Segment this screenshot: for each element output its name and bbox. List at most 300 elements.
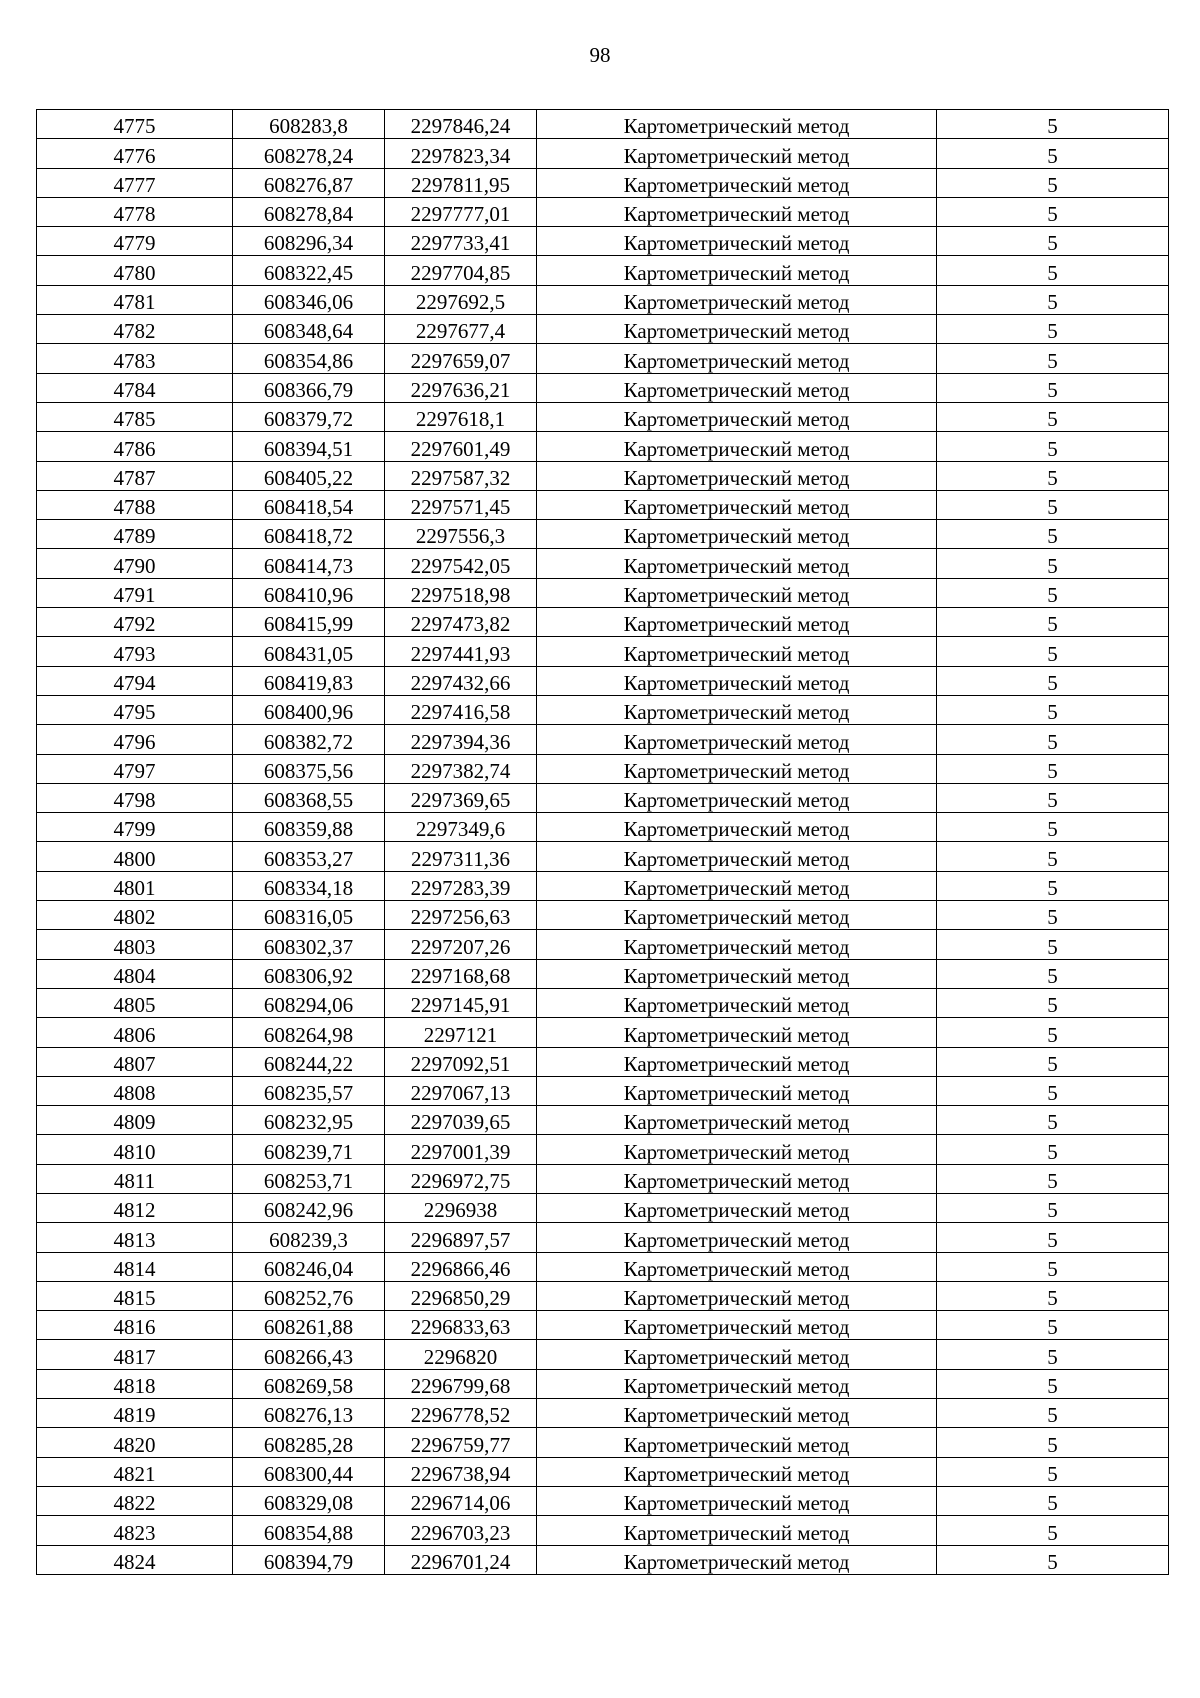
table-row	[37, 695, 1169, 724]
accuracy-cell: 5	[937, 461, 1169, 490]
y-coordinate-cell: 2296850,29	[385, 1281, 537, 1310]
accuracy-cell: 5	[937, 1193, 1169, 1222]
x-coordinate-cell: 608419,83	[233, 666, 385, 695]
point-number-cell: 4779	[37, 227, 233, 256]
method-cell: Картометрический метод	[537, 227, 937, 256]
accuracy-cell: 5	[937, 1252, 1169, 1281]
accuracy-cell: 5	[937, 695, 1169, 724]
x-coordinate-cell: 608414,73	[233, 549, 385, 578]
y-coordinate-cell: 2297349,6	[385, 813, 537, 842]
x-coordinate-cell: 608410,96	[233, 578, 385, 607]
accuracy-cell: 5	[937, 666, 1169, 695]
accuracy-cell: 5	[937, 110, 1169, 139]
accuracy-cell: 5	[937, 813, 1169, 842]
point-number-cell: 4792	[37, 608, 233, 637]
point-number-cell: 4796	[37, 725, 233, 754]
point-number-cell: 4811	[37, 1164, 233, 1193]
method-cell: Картометрический метод	[537, 315, 937, 344]
accuracy-cell: 5	[937, 725, 1169, 754]
accuracy-cell: 5	[937, 754, 1169, 783]
table-row	[37, 520, 1169, 549]
method-cell: Картометрический метод	[537, 549, 937, 578]
y-coordinate-cell: 2296897,57	[385, 1223, 537, 1252]
point-number-cell: 4797	[37, 754, 233, 783]
method-cell: Картометрический метод	[537, 1340, 937, 1369]
method-cell: Картометрический метод	[537, 373, 937, 402]
method-cell: Картометрический метод	[537, 285, 937, 314]
accuracy-cell: 5	[937, 1340, 1169, 1369]
coordinates-table	[36, 109, 1169, 1575]
point-number-cell: 4818	[37, 1369, 233, 1398]
y-coordinate-cell: 2297283,39	[385, 871, 537, 900]
point-number-cell: 4809	[37, 1106, 233, 1135]
x-coordinate-cell: 608348,64	[233, 315, 385, 344]
point-number-cell: 4787	[37, 461, 233, 490]
point-number-cell: 4782	[37, 315, 233, 344]
y-coordinate-cell: 2297256,63	[385, 901, 537, 930]
table-row	[37, 227, 1169, 256]
x-coordinate-cell: 608242,96	[233, 1193, 385, 1222]
method-cell: Картометрический метод	[537, 1164, 937, 1193]
y-coordinate-cell: 2297823,34	[385, 139, 537, 168]
accuracy-cell: 5	[937, 578, 1169, 607]
method-cell: Картометрический метод	[537, 1018, 937, 1047]
table-row	[37, 1428, 1169, 1457]
point-number-cell: 4807	[37, 1047, 233, 1076]
method-cell: Картометрический метод	[537, 901, 937, 930]
x-coordinate-cell: 608346,06	[233, 285, 385, 314]
method-cell: Картометрический метод	[537, 1486, 937, 1515]
x-coordinate-cell: 608375,56	[233, 754, 385, 783]
table-row	[37, 608, 1169, 637]
point-number-cell: 4821	[37, 1457, 233, 1486]
y-coordinate-cell: 2296938	[385, 1193, 537, 1222]
x-coordinate-cell: 608405,22	[233, 461, 385, 490]
point-number-cell: 4794	[37, 666, 233, 695]
page-number: 98	[589, 43, 611, 67]
point-number-cell: 4781	[37, 285, 233, 314]
y-coordinate-cell: 2297067,13	[385, 1076, 537, 1105]
y-coordinate-cell: 2297168,68	[385, 959, 537, 988]
table-body	[37, 110, 1169, 1575]
table-row	[37, 988, 1169, 1017]
x-coordinate-cell: 608294,06	[233, 988, 385, 1017]
accuracy-cell: 5	[937, 1135, 1169, 1164]
y-coordinate-cell: 2297811,95	[385, 168, 537, 197]
y-coordinate-cell: 2296703,23	[385, 1516, 537, 1545]
accuracy-cell: 5	[937, 1369, 1169, 1398]
y-coordinate-cell: 2297311,36	[385, 842, 537, 871]
y-coordinate-cell: 2296778,52	[385, 1399, 537, 1428]
table-row	[37, 1369, 1169, 1398]
method-cell: Картометрический метод	[537, 608, 937, 637]
method-cell: Картометрический метод	[537, 1369, 937, 1398]
table-row	[37, 315, 1169, 344]
accuracy-cell: 5	[937, 1223, 1169, 1252]
y-coordinate-cell: 2296714,06	[385, 1486, 537, 1515]
point-number-cell: 4776	[37, 139, 233, 168]
table-row	[37, 402, 1169, 431]
x-coordinate-cell: 608322,45	[233, 256, 385, 285]
y-coordinate-cell: 2297441,93	[385, 637, 537, 666]
x-coordinate-cell: 608400,96	[233, 695, 385, 724]
point-number-cell: 4793	[37, 637, 233, 666]
table-row	[37, 1135, 1169, 1164]
method-cell: Картометрический метод	[537, 1106, 937, 1135]
method-cell: Картометрический метод	[537, 1545, 937, 1574]
table-row	[37, 1106, 1169, 1135]
y-coordinate-cell: 2297473,82	[385, 608, 537, 637]
x-coordinate-cell: 608394,51	[233, 432, 385, 461]
x-coordinate-cell: 608431,05	[233, 637, 385, 666]
y-coordinate-cell: 2296833,63	[385, 1311, 537, 1340]
table-row	[37, 256, 1169, 285]
table-row	[37, 1018, 1169, 1047]
x-coordinate-cell: 608278,24	[233, 139, 385, 168]
x-coordinate-cell: 608276,13	[233, 1399, 385, 1428]
accuracy-cell: 5	[937, 783, 1169, 812]
table-row	[37, 1164, 1169, 1193]
table-row	[37, 1076, 1169, 1105]
x-coordinate-cell: 608253,71	[233, 1164, 385, 1193]
method-cell: Картометрический метод	[537, 1047, 937, 1076]
y-coordinate-cell: 2296759,77	[385, 1428, 537, 1457]
table-row	[37, 1516, 1169, 1545]
table-row	[37, 1340, 1169, 1369]
point-number-cell: 4785	[37, 402, 233, 431]
y-coordinate-cell: 2297692,5	[385, 285, 537, 314]
y-coordinate-cell: 2297659,07	[385, 344, 537, 373]
accuracy-cell: 5	[937, 549, 1169, 578]
method-cell: Картометрический метод	[537, 432, 937, 461]
y-coordinate-cell: 2297039,65	[385, 1106, 537, 1135]
y-coordinate-cell: 2296972,75	[385, 1164, 537, 1193]
y-coordinate-cell: 2297207,26	[385, 930, 537, 959]
y-coordinate-cell: 2296799,68	[385, 1369, 537, 1398]
accuracy-cell: 5	[937, 959, 1169, 988]
y-coordinate-cell: 2297601,49	[385, 432, 537, 461]
point-number-cell: 4795	[37, 695, 233, 724]
accuracy-cell: 5	[937, 344, 1169, 373]
point-number-cell: 4813	[37, 1223, 233, 1252]
table-row	[37, 1457, 1169, 1486]
x-coordinate-cell: 608353,27	[233, 842, 385, 871]
method-cell: Картометрический метод	[537, 168, 937, 197]
y-coordinate-cell: 2297382,74	[385, 754, 537, 783]
method-cell: Картометрический метод	[537, 813, 937, 842]
method-cell: Картометрический метод	[537, 256, 937, 285]
table-row	[37, 930, 1169, 959]
accuracy-cell: 5	[937, 1457, 1169, 1486]
y-coordinate-cell: 2297416,58	[385, 695, 537, 724]
point-number-cell: 4824	[37, 1545, 233, 1574]
table-row	[37, 666, 1169, 695]
accuracy-cell: 5	[937, 402, 1169, 431]
y-coordinate-cell: 2297846,24	[385, 110, 537, 139]
x-coordinate-cell: 608261,88	[233, 1311, 385, 1340]
x-coordinate-cell: 608239,3	[233, 1223, 385, 1252]
x-coordinate-cell: 608316,05	[233, 901, 385, 930]
table-row	[37, 1047, 1169, 1076]
y-coordinate-cell: 2297394,36	[385, 725, 537, 754]
x-coordinate-cell: 608394,79	[233, 1545, 385, 1574]
point-number-cell: 4804	[37, 959, 233, 988]
method-cell: Картометрический метод	[537, 197, 937, 226]
y-coordinate-cell: 2297618,1	[385, 402, 537, 431]
x-coordinate-cell: 608232,95	[233, 1106, 385, 1135]
method-cell: Картометрический метод	[537, 637, 937, 666]
x-coordinate-cell: 608368,55	[233, 783, 385, 812]
table-row	[37, 373, 1169, 402]
method-cell: Картометрический метод	[537, 725, 937, 754]
table-row	[37, 1486, 1169, 1515]
table-row	[37, 578, 1169, 607]
accuracy-cell: 5	[937, 1545, 1169, 1574]
table-row	[37, 754, 1169, 783]
x-coordinate-cell: 608415,99	[233, 608, 385, 637]
y-coordinate-cell: 2297733,41	[385, 227, 537, 256]
point-number-cell: 4801	[37, 871, 233, 900]
accuracy-cell: 5	[937, 1486, 1169, 1515]
y-coordinate-cell: 2296738,94	[385, 1457, 537, 1486]
point-number-cell: 4822	[37, 1486, 233, 1515]
table-row	[37, 637, 1169, 666]
accuracy-cell: 5	[937, 227, 1169, 256]
x-coordinate-cell: 608239,71	[233, 1135, 385, 1164]
point-number-cell: 4784	[37, 373, 233, 402]
y-coordinate-cell: 2297636,21	[385, 373, 537, 402]
method-cell: Картометрический метод	[537, 1399, 937, 1428]
accuracy-cell: 5	[937, 842, 1169, 871]
y-coordinate-cell: 2297677,4	[385, 315, 537, 344]
method-cell: Картометрический метод	[537, 842, 937, 871]
table-row	[37, 901, 1169, 930]
method-cell: Картометрический метод	[537, 783, 937, 812]
table-row	[37, 490, 1169, 519]
method-cell: Картометрический метод	[537, 988, 937, 1017]
table-row	[37, 197, 1169, 226]
point-number-cell: 4810	[37, 1135, 233, 1164]
point-number-cell: 4802	[37, 901, 233, 930]
table-row	[37, 959, 1169, 988]
accuracy-cell: 5	[937, 197, 1169, 226]
point-number-cell: 4820	[37, 1428, 233, 1457]
accuracy-cell: 5	[937, 139, 1169, 168]
table-row	[37, 725, 1169, 754]
accuracy-cell: 5	[937, 1076, 1169, 1105]
point-number-cell: 4798	[37, 783, 233, 812]
method-cell: Картометрический метод	[537, 490, 937, 519]
x-coordinate-cell: 608300,44	[233, 1457, 385, 1486]
y-coordinate-cell: 2297704,85	[385, 256, 537, 285]
point-number-cell: 4808	[37, 1076, 233, 1105]
method-cell: Картометрический метод	[537, 1516, 937, 1545]
method-cell: Картометрический метод	[537, 1428, 937, 1457]
table-row	[37, 110, 1169, 139]
method-cell: Картометрический метод	[537, 1281, 937, 1310]
method-cell: Картометрический метод	[537, 402, 937, 431]
table-row	[37, 1311, 1169, 1340]
table-row	[37, 344, 1169, 373]
x-coordinate-cell: 608379,72	[233, 402, 385, 431]
x-coordinate-cell: 608418,54	[233, 490, 385, 519]
accuracy-cell: 5	[937, 1399, 1169, 1428]
point-number-cell: 4777	[37, 168, 233, 197]
point-number-cell: 4815	[37, 1281, 233, 1310]
y-coordinate-cell: 2297121	[385, 1018, 537, 1047]
x-coordinate-cell: 608283,8	[233, 110, 385, 139]
accuracy-cell: 5	[937, 1281, 1169, 1310]
accuracy-cell: 5	[937, 285, 1169, 314]
table-row	[37, 871, 1169, 900]
accuracy-cell: 5	[937, 490, 1169, 519]
x-coordinate-cell: 608302,37	[233, 930, 385, 959]
method-cell: Картометрический метод	[537, 754, 937, 783]
method-cell: Картометрический метод	[537, 1193, 937, 1222]
point-number-cell: 4783	[37, 344, 233, 373]
point-number-cell: 4799	[37, 813, 233, 842]
method-cell: Картометрический метод	[537, 1457, 937, 1486]
table-row	[37, 432, 1169, 461]
method-cell: Картометрический метод	[537, 959, 937, 988]
y-coordinate-cell: 2297587,32	[385, 461, 537, 490]
x-coordinate-cell: 608246,04	[233, 1252, 385, 1281]
x-coordinate-cell: 608244,22	[233, 1047, 385, 1076]
method-cell: Картометрический метод	[537, 871, 937, 900]
x-coordinate-cell: 608306,92	[233, 959, 385, 988]
accuracy-cell: 5	[937, 432, 1169, 461]
point-number-cell: 4819	[37, 1399, 233, 1428]
table-row	[37, 813, 1169, 842]
y-coordinate-cell: 2297145,91	[385, 988, 537, 1017]
accuracy-cell: 5	[937, 1516, 1169, 1545]
y-coordinate-cell: 2297001,39	[385, 1135, 537, 1164]
y-coordinate-cell: 2297092,51	[385, 1047, 537, 1076]
x-coordinate-cell: 608276,87	[233, 168, 385, 197]
method-cell: Картометрический метод	[537, 578, 937, 607]
point-number-cell: 4816	[37, 1311, 233, 1340]
point-number-cell: 4789	[37, 520, 233, 549]
accuracy-cell: 5	[937, 988, 1169, 1017]
x-coordinate-cell: 608269,58	[233, 1369, 385, 1398]
table-row	[37, 139, 1169, 168]
accuracy-cell: 5	[937, 373, 1169, 402]
method-cell: Картометрический метод	[537, 139, 937, 168]
table-row	[37, 1223, 1169, 1252]
accuracy-cell: 5	[937, 1164, 1169, 1193]
table-row	[37, 842, 1169, 871]
accuracy-cell: 5	[937, 930, 1169, 959]
accuracy-cell: 5	[937, 871, 1169, 900]
accuracy-cell: 5	[937, 315, 1169, 344]
y-coordinate-cell: 2297542,05	[385, 549, 537, 578]
accuracy-cell: 5	[937, 1018, 1169, 1047]
point-number-cell: 4812	[37, 1193, 233, 1222]
x-coordinate-cell: 608366,79	[233, 373, 385, 402]
accuracy-cell: 5	[937, 256, 1169, 285]
table-row	[37, 168, 1169, 197]
table-row	[37, 1545, 1169, 1574]
table-row	[37, 461, 1169, 490]
x-coordinate-cell: 608329,08	[233, 1486, 385, 1515]
accuracy-cell: 5	[937, 1311, 1169, 1340]
y-coordinate-cell: 2297556,3	[385, 520, 537, 549]
accuracy-cell: 5	[937, 168, 1169, 197]
x-coordinate-cell: 608382,72	[233, 725, 385, 754]
x-coordinate-cell: 608252,76	[233, 1281, 385, 1310]
method-cell: Картометрический метод	[537, 930, 937, 959]
point-number-cell: 4790	[37, 549, 233, 578]
method-cell: Картометрический метод	[537, 1135, 937, 1164]
point-number-cell: 4800	[37, 842, 233, 871]
x-coordinate-cell: 608334,18	[233, 871, 385, 900]
x-coordinate-cell: 608235,57	[233, 1076, 385, 1105]
table-row	[37, 1252, 1169, 1281]
x-coordinate-cell: 608418,72	[233, 520, 385, 549]
method-cell: Картометрический метод	[537, 1311, 937, 1340]
x-coordinate-cell: 608354,88	[233, 1516, 385, 1545]
point-number-cell: 4775	[37, 110, 233, 139]
table-row	[37, 783, 1169, 812]
table-row	[37, 285, 1169, 314]
method-cell: Картометрический метод	[537, 1252, 937, 1281]
accuracy-cell: 5	[937, 901, 1169, 930]
method-cell: Картометрический метод	[537, 695, 937, 724]
point-number-cell: 4778	[37, 197, 233, 226]
point-number-cell: 4814	[37, 1252, 233, 1281]
y-coordinate-cell: 2297571,45	[385, 490, 537, 519]
method-cell: Картометрический метод	[537, 461, 937, 490]
accuracy-cell: 5	[937, 637, 1169, 666]
point-number-cell: 4817	[37, 1340, 233, 1369]
accuracy-cell: 5	[937, 608, 1169, 637]
point-number-cell: 4805	[37, 988, 233, 1017]
y-coordinate-cell: 2297777,01	[385, 197, 537, 226]
method-cell: Картометрический метод	[537, 1223, 937, 1252]
x-coordinate-cell: 608278,84	[233, 197, 385, 226]
method-cell: Картометрический метод	[537, 666, 937, 695]
y-coordinate-cell: 2297518,98	[385, 578, 537, 607]
x-coordinate-cell: 608285,28	[233, 1428, 385, 1457]
accuracy-cell: 5	[937, 1047, 1169, 1076]
method-cell: Картометрический метод	[537, 520, 937, 549]
y-coordinate-cell: 2297432,66	[385, 666, 537, 695]
accuracy-cell: 5	[937, 1106, 1169, 1135]
point-number-cell: 4786	[37, 432, 233, 461]
x-coordinate-cell: 608359,88	[233, 813, 385, 842]
point-number-cell: 4780	[37, 256, 233, 285]
point-number-cell: 4788	[37, 490, 233, 519]
method-cell: Картометрический метод	[537, 1076, 937, 1105]
x-coordinate-cell: 608354,86	[233, 344, 385, 373]
point-number-cell: 4791	[37, 578, 233, 607]
point-number-cell: 4806	[37, 1018, 233, 1047]
y-coordinate-cell: 2297369,65	[385, 783, 537, 812]
x-coordinate-cell: 608264,98	[233, 1018, 385, 1047]
table-row	[37, 1193, 1169, 1222]
point-number-cell: 4823	[37, 1516, 233, 1545]
point-number-cell: 4803	[37, 930, 233, 959]
y-coordinate-cell: 2296820	[385, 1340, 537, 1369]
table-row	[37, 1281, 1169, 1310]
method-cell: Картометрический метод	[537, 110, 937, 139]
table-row	[37, 549, 1169, 578]
x-coordinate-cell: 608296,34	[233, 227, 385, 256]
x-coordinate-cell: 608266,43	[233, 1340, 385, 1369]
table-row	[37, 1399, 1169, 1428]
accuracy-cell: 5	[937, 1428, 1169, 1457]
y-coordinate-cell: 2296866,46	[385, 1252, 537, 1281]
